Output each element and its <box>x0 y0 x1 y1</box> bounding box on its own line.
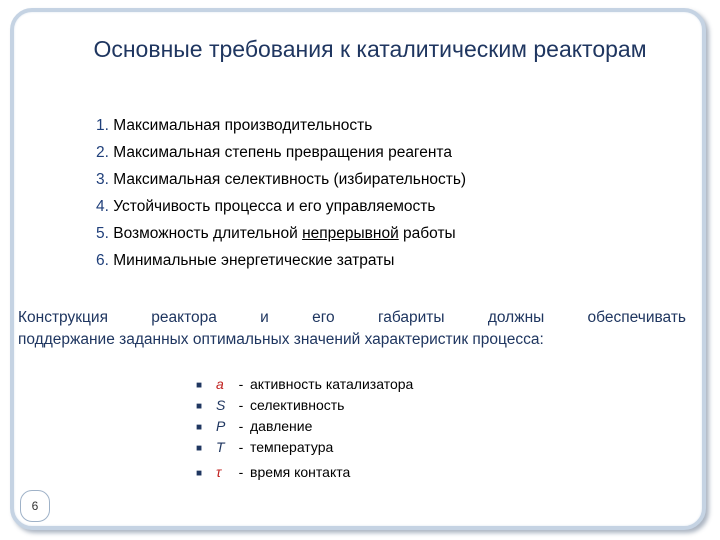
parameter-text: селективность <box>250 397 345 413</box>
slide-title: Основные требования к каталитическим реакторам <box>93 36 647 62</box>
square-bullet-icon: ■ <box>196 468 203 479</box>
requirement-text: Устойчивость процесса и его управляемость <box>113 198 436 215</box>
requirement-number: 3. <box>96 171 109 188</box>
parameter-item <box>196 395 413 416</box>
requirement-item <box>96 112 466 139</box>
parameter-symbol: T <box>216 439 225 455</box>
parameter-text: время контакта <box>250 464 351 480</box>
parameter-item <box>196 437 413 458</box>
dash: - <box>238 376 244 392</box>
requirement-item <box>96 139 466 166</box>
square-bullet-icon: ■ <box>196 443 203 454</box>
square-bullet-icon: ■ <box>196 380 203 391</box>
requirements-list <box>96 112 466 274</box>
dash: - <box>238 418 244 434</box>
square-bullet-icon: ■ <box>196 401 203 412</box>
paragraph-line-1: Конструкция реактора и его габариты должны обеспечивать <box>18 309 686 326</box>
requirement-number: 2. <box>96 144 109 161</box>
requirement-text: Максимальная селективность (избирательность) <box>113 171 467 188</box>
design-paragraph <box>18 307 686 351</box>
parameter-symbol: τ <box>216 464 222 480</box>
requirement-text-underlined: непрерывной <box>302 225 399 242</box>
paragraph-line-2: поддержание заданных оптимальных значений характеристик процесса: <box>18 331 544 348</box>
square-bullet-icon: ■ <box>196 422 203 433</box>
requirement-number: 4. <box>96 198 109 215</box>
requirement-number: 6. <box>96 252 109 269</box>
requirement-item <box>96 193 466 220</box>
parameter-symbol: P <box>216 418 226 434</box>
parameters-list <box>196 374 413 483</box>
parameter-item <box>196 374 413 395</box>
parameter-symbol: S <box>216 397 226 413</box>
parameter-text: давление <box>250 418 313 434</box>
requirement-item <box>96 247 466 274</box>
requirement-text-start: Возможность длительной <box>113 225 303 242</box>
parameter-symbol: a <box>216 376 224 392</box>
parameter-item <box>196 416 413 437</box>
requirement-text-end: работы <box>398 225 456 242</box>
requirement-text: Максимальная степень превращения реагента <box>113 144 452 161</box>
dash: - <box>238 464 244 480</box>
requirement-text: Максимальная производительность <box>113 117 373 134</box>
parameter-text: активность катализатора <box>250 376 414 392</box>
parameter-item <box>196 462 413 483</box>
requirement-text: Минимальные энергетические затраты <box>113 252 395 269</box>
requirement-item <box>96 166 466 193</box>
parameter-text: температура <box>250 439 334 455</box>
page-number: 6 <box>20 490 50 522</box>
requirement-item <box>96 220 466 247</box>
requirement-number: 1. <box>96 117 109 134</box>
dash: - <box>238 397 244 413</box>
requirement-number: 5. <box>96 225 109 242</box>
dash: - <box>238 439 244 455</box>
